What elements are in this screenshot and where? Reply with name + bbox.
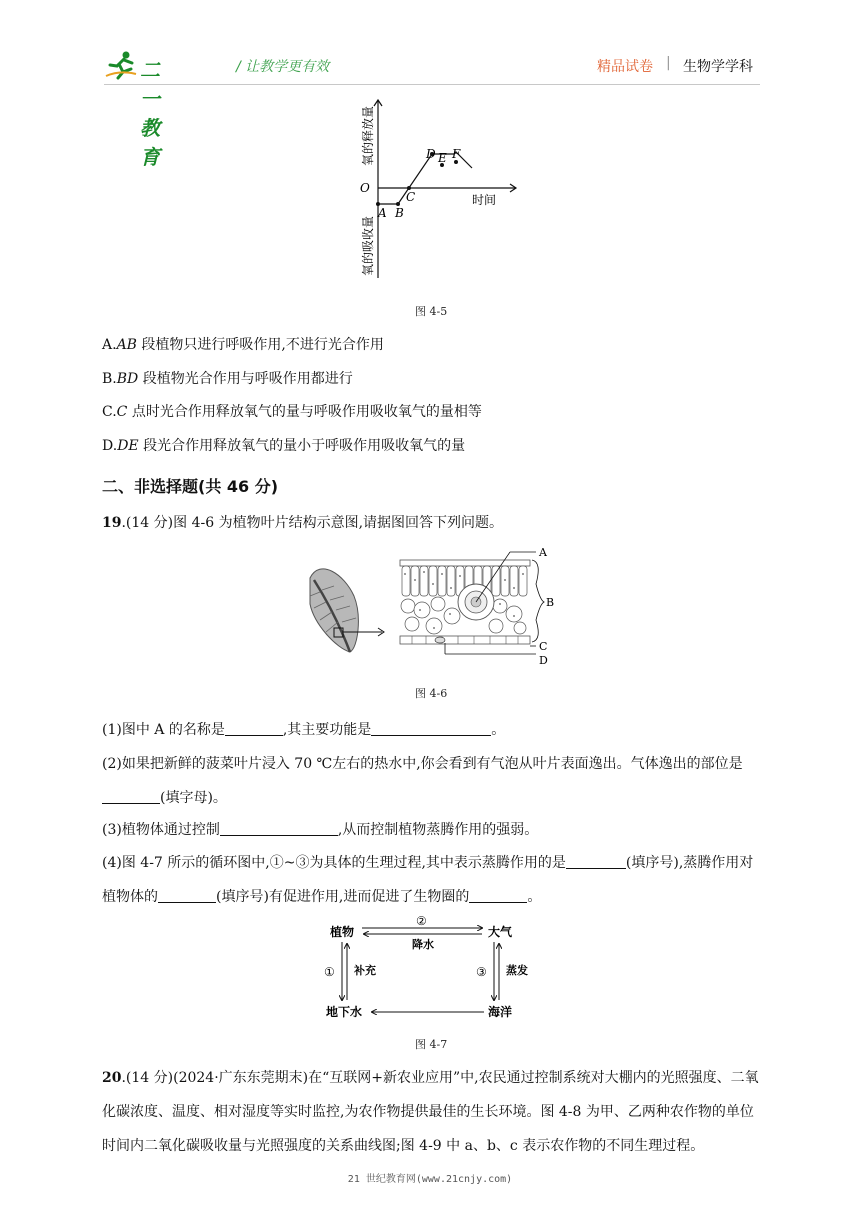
option-d: D.DE 段光合作用释放氧气的量小于呼吸作用吸收氧气的量 (102, 438, 466, 454)
label-d: D (539, 654, 548, 667)
answer-blank[interactable] (102, 789, 160, 804)
answer-blank[interactable] (225, 721, 283, 736)
node-ocean: 海洋 (488, 1005, 513, 1019)
brand-slogan: / 让教学更有效 (236, 59, 330, 75)
answer-blank[interactable] (371, 721, 491, 736)
figure-4-7 (320, 914, 530, 1024)
brand-name: 二一教育 (140, 58, 160, 169)
runner-logo-icon (104, 50, 138, 80)
x-axis-label: 时间 (472, 193, 497, 207)
label-supply: 补充 (354, 964, 376, 977)
label-f: F (452, 147, 461, 161)
subquestion-2: (2)如果把新鲜的菠菜叶片浸入 70 ℃左右的热水中,你会看到有气泡从叶片表面逸出。气体逸出的部位是(填字母)。 (102, 756, 743, 806)
page-footer: 21 世纪教育网(www.21cnjy.com) (347, 1174, 513, 1185)
y-axis-label-up: 氧的释放量 (361, 105, 375, 166)
label-evaporation: 蒸发 (506, 964, 528, 977)
figure-4-7-caption: 图 4-7 (415, 1038, 448, 1051)
label-b: B (395, 206, 404, 220)
question-20: 20.(14 分)(2024·广东东莞期末)在“互联网+新农业应用”中,农民通过控制系统对大棚内的光照强度、二氧化碳浓度、温度、相对湿度等实时监控,为农作物提供最佳的生长环境。图 4-8 为甲、乙两种农作物的单位时间内二氧化碳吸收量与光照强度的关系曲线图;图 4-9 中 a、b、c 表示农作物的不同生理过程。 (102, 1070, 759, 1154)
process-3: ③ (476, 965, 487, 979)
label-e: E (438, 151, 447, 165)
subquestion-1: (1)图中 A 的名称是 ,其主要功能是 。 (102, 722, 506, 738)
leaf-cross-section (400, 546, 554, 667)
section-heading: 二、非选择题(共 46 分) (102, 477, 279, 496)
label-b: B (546, 596, 555, 609)
question-19-stem: 19.(14 分)图 4-6 为植物叶片结构示意图,请据图回答下列问题。 (102, 515, 504, 531)
figure-4-5 (350, 96, 530, 286)
node-plant: 植物 (330, 925, 355, 939)
label-c: C (539, 640, 548, 653)
process-1: ① (324, 965, 335, 979)
process-2: ② (416, 914, 427, 928)
node-groundwater: 地下水 (326, 1005, 363, 1019)
answer-blank[interactable] (566, 854, 626, 869)
label-a: A (378, 206, 387, 220)
answer-blank[interactable] (220, 821, 338, 836)
figure-4-6-caption: 图 4-6 (415, 687, 448, 700)
label-a: A (539, 546, 547, 559)
header-subject: 生物学学科 (683, 59, 753, 75)
answer-blank[interactable] (158, 888, 216, 903)
origin-label: O (360, 181, 370, 195)
leaf-icon (310, 569, 384, 652)
header-tag: 精品试卷 (597, 59, 653, 75)
subquestion-3: (3)植物体通过控制 ,从而控制植物蒸腾作用的强弱。 (102, 822, 539, 838)
figure-4-5-caption: 图 4-5 (415, 305, 448, 318)
y-axis-label-down: 氧的吸收量 (361, 215, 375, 276)
subquestion-4: (4)图 4-7 所示的循环图中,①~③为具体的生理过程,其中表示蒸腾作用的是 (填序号),蒸腾作用对植物体的 (填序号)有促进作用,进而促进了生物圈的 。 (102, 855, 754, 905)
figure-4-6 (300, 544, 560, 668)
label-rain: 降水 (412, 938, 434, 951)
node-atmosphere: 大气 (488, 925, 513, 939)
stomata (435, 637, 445, 643)
header-separator: | (666, 55, 671, 71)
label-c: C (406, 190, 416, 204)
option-b: B.BD 段植物光合作用与呼吸作用都进行 (102, 371, 353, 387)
option-a: A.AB 段植物只进行呼吸作用,不进行光合作用 (102, 337, 384, 353)
label-d: D (426, 147, 436, 161)
header-divider (104, 84, 760, 85)
answer-blank[interactable] (469, 888, 527, 903)
option-c: C.C 点时光合作用释放氧气的量与呼吸作用吸收氧气的量相等 (102, 404, 482, 420)
